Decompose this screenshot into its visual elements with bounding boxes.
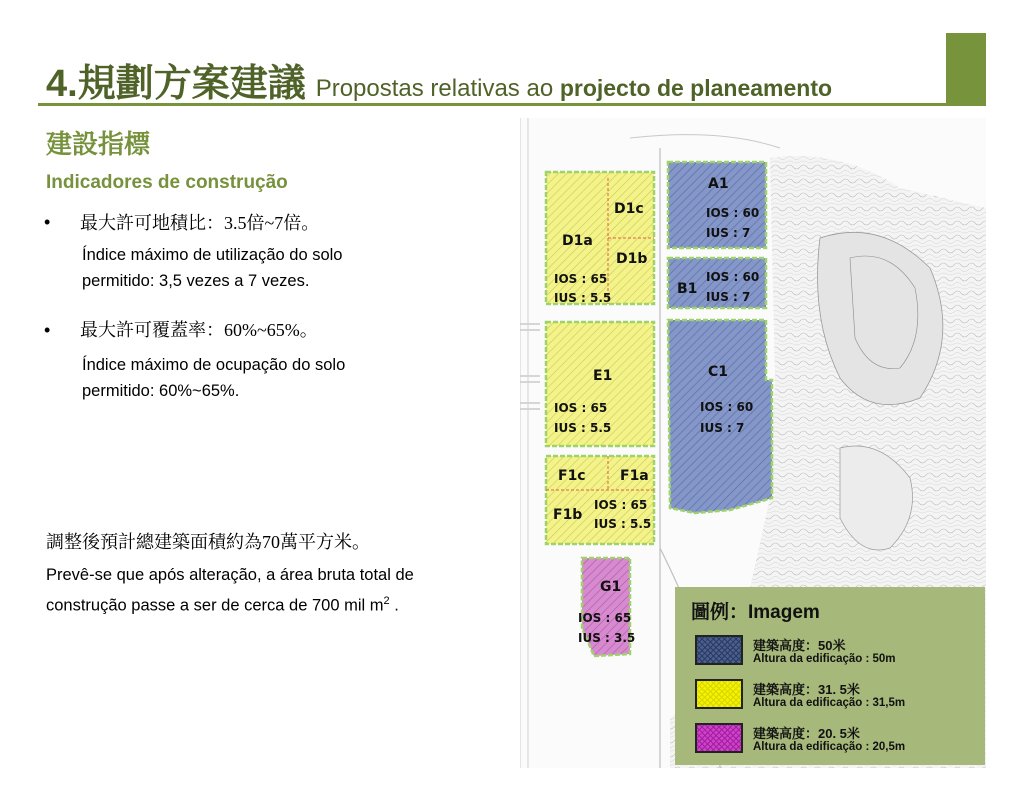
plot-ius-b1: IUS : 7: [706, 290, 751, 304]
map-legend: [675, 587, 985, 765]
legend-label-zh-magenta: 建築高度：20. 5米: [753, 726, 860, 741]
plot-label-g1: G1: [600, 579, 622, 595]
legend-label-zh-blue: 建築高度：50米: [753, 638, 846, 653]
plot-label-b1: B1: [677, 281, 698, 297]
page-title-pt: Propostas relativas ao: [315, 75, 560, 102]
legend-swatch-magenta: [695, 723, 743, 753]
bullet-coverage-pt-line2: permitido: 60%~65%.: [82, 382, 240, 400]
plot-label-d1a: D1a: [562, 233, 593, 249]
bullet-coverage-label: 最大許可覆蓋率：: [80, 320, 224, 340]
summary-pt-sup: 2: [383, 595, 390, 607]
plot-c1: [668, 320, 772, 513]
page-title-pt-bold: projecto de planeamento: [559, 75, 833, 101]
summary-pt-line1: Prevê-se que após alteração, a área bruta total de: [46, 566, 414, 584]
plot-label-a1: A1: [708, 176, 729, 192]
plot-label-f1a: F1a: [620, 468, 649, 484]
summary-pt: [46, 562, 414, 619]
plot-ios-b1: IOS : 60: [706, 270, 760, 284]
plot-label-d1c: D1c: [614, 201, 644, 217]
plot-label-f1b: F1b: [553, 507, 583, 523]
plot-ios-c1: IOS : 60: [700, 400, 754, 414]
bullet-far-value: 3.5倍~7倍。: [224, 213, 320, 233]
header-accent-bar: [946, 33, 986, 105]
plot-ius-e1: IUS : 5.5: [554, 421, 612, 435]
bullet-far-pt-line2: permitido: 3,5 vezes a 7 vezes.: [82, 272, 310, 290]
bullet-coverage-value: 60%~65%。: [224, 320, 318, 340]
section-title-zh: 建設指標: [46, 129, 151, 159]
plot-ios-g1: IOS : 65: [578, 611, 632, 625]
page-title: [46, 52, 832, 107]
plot-label-e1: E1: [593, 368, 613, 384]
summary-zh: 調整後預計總建築面積約為70萬平方米。: [46, 532, 370, 552]
legend-label-pt-blue: Altura da edificação : 50m: [753, 653, 896, 665]
summary-pt-line2: [46, 588, 414, 619]
bullet-marker: •: [44, 212, 51, 232]
plot-ios-a1: IOS : 60: [706, 206, 760, 220]
plot-ius-c1: IUS : 7: [700, 421, 745, 435]
legend-swatch-yellow: [695, 679, 743, 709]
legend-label-pt-yellow: Altura da edificação : 31,5m: [753, 697, 906, 709]
legend-label-zh-yellow: 建築高度：31. 5米: [753, 682, 860, 697]
plot-ius-d1a: IUS : 5.5: [554, 291, 612, 305]
plot-ius-a1: IUS : 7: [706, 226, 751, 240]
page-title-zh: 4.規劃方案建議: [46, 63, 306, 105]
summary-pt-line2-text: construção passe a ser de cerca de 700 mil m: [46, 596, 384, 615]
legend-swatch-blue: [695, 635, 743, 665]
bullet-coverage-zh: [80, 316, 318, 342]
plot-label-d1b: D1b: [616, 251, 648, 267]
bullet-coverage-pt-line1: Índice máximo de ocupação do solo: [82, 356, 346, 374]
plot-ios-d1a: IOS : 65: [554, 272, 608, 286]
legend-title: 圖例：Imagem: [691, 602, 820, 623]
plot-label-f1c: F1c: [558, 468, 586, 484]
bullet-far-pt-line1: Índice máximo de utilização do solo: [82, 246, 343, 264]
plot-ios-e1: IOS : 65: [554, 401, 608, 415]
plot-label-c1: C1: [708, 364, 729, 380]
plot-ios-f1b: IOS : 65: [594, 498, 648, 512]
section-title-pt: Indicadores de construção: [46, 172, 288, 193]
legend-label-pt-magenta: Altura da edificação : 20,5m: [753, 741, 906, 753]
plot-ius-f1b: IUS : 5.5: [594, 517, 652, 531]
bullet-marker: •: [44, 320, 51, 340]
bullet-far-label: 最大許可地積比：: [80, 213, 224, 233]
plot-ius-g1: IUS : 3.5: [578, 631, 636, 645]
summary-pt-end: .: [389, 596, 399, 615]
bullet-far-zh: [80, 209, 319, 235]
